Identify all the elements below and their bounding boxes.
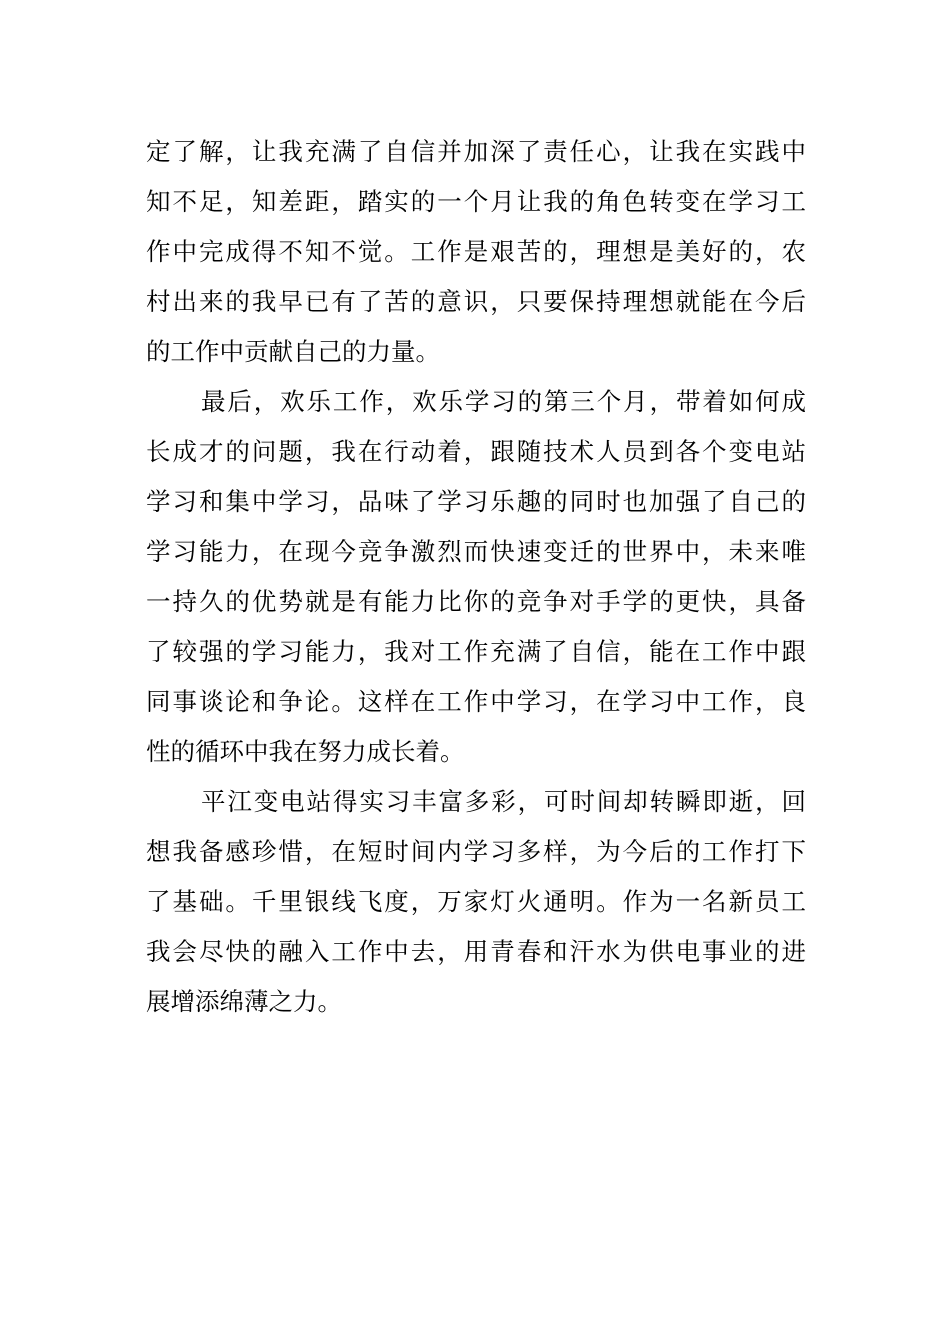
text-line: 一持久的优势就是有能力比你的竞争对手学的更快，具备 [146, 587, 806, 616]
text-line: 了较强的学习能力，我对工作充满了自信，能在工作中跟 [146, 637, 806, 666]
text-line: 学习和集中学习，品味了学习乐趣的同时也加强了自己的 [146, 487, 806, 516]
text-line: 定了解，让我充满了自信并加深了责任心，让我在实践中 [146, 137, 806, 166]
text-line: 平江变电站得实习丰富多彩，可时间却转瞬即逝，回 [201, 787, 806, 816]
text-line: 学习能力，在现今竞争激烈而快速变迁的世界中，未来唯 [146, 537, 806, 566]
text-line: 展增添绵薄之力。 [146, 987, 342, 1016]
text-line: 最后，欢乐工作，欢乐学习的第三个月，带着如何成 [201, 387, 806, 416]
text-line: 的工作中贡献自己的力量。 [146, 337, 440, 366]
text-line: 性的循环中我在努力成长着。 [146, 737, 465, 766]
document-body [146, 127, 806, 1027]
text-line: 同事谈论和争论。这样在工作中学习，在学习中工作，良 [146, 687, 806, 716]
text-line: 村出来的我早已有了苦的意识，只要保持理想就能在今后 [146, 287, 806, 316]
paragraph-2 [146, 377, 806, 777]
paragraph-3 [146, 777, 806, 1027]
text-line: 长成才的问题，我在行动着，跟随技术人员到各个变电站 [146, 437, 806, 466]
text-line: 我会尽快的融入工作中去，用青春和汗水为供电事业的进 [146, 937, 806, 966]
text-line: 作中完成得不知不觉。工作是艰苦的，理想是美好的，农 [146, 237, 806, 266]
text-line: 知不足，知差距，踏实的一个月让我的角色转变在学习工 [146, 187, 806, 216]
text-line: 了基础。千里银线飞度，万家灯火通明。作为一名新员工 [146, 887, 806, 916]
text-line: 想我备感珍惜，在短时间内学习多样，为今后的工作打下 [146, 837, 806, 866]
paragraph-1 [146, 127, 806, 377]
